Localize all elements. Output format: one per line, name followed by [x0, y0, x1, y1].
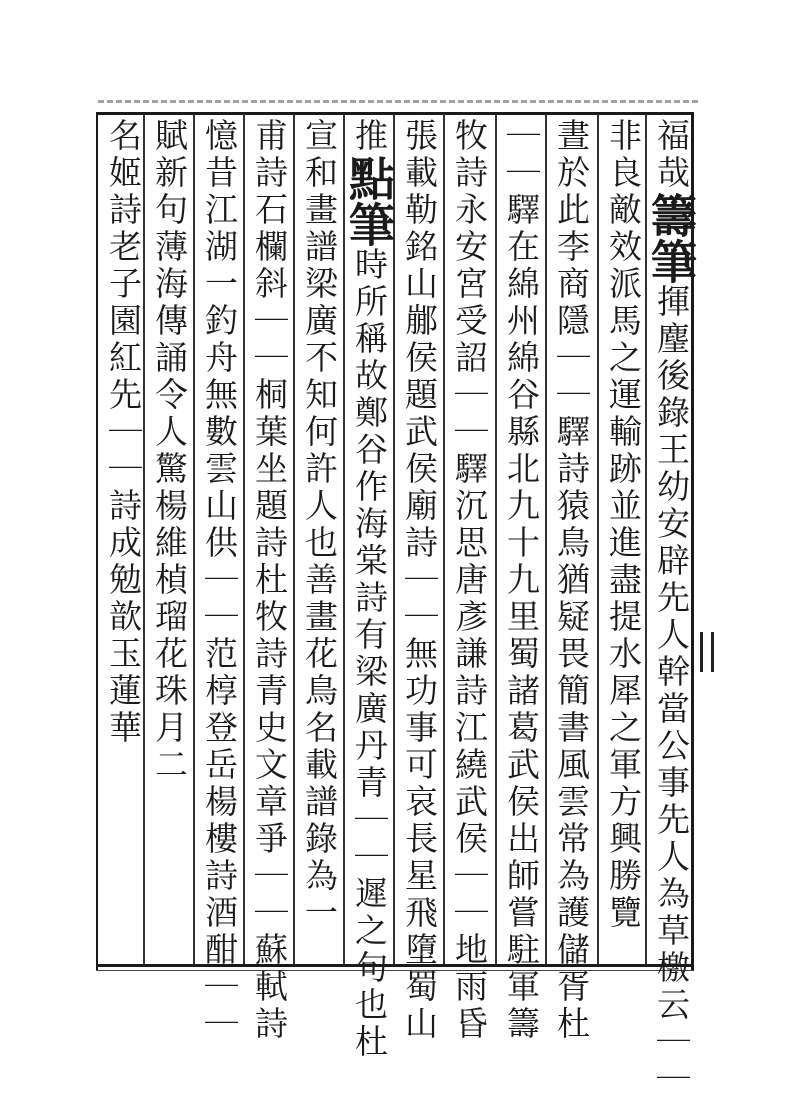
column-text: 賦新句薄海傳誦令人驚楊維楨瑠花珠月二 — [150, 118, 189, 784]
text-column-6 — [395, 118, 443, 1043]
text-column-4 — [497, 118, 545, 1043]
column-text: 甫詩石欄斜｜｜桐葉坐題詩杜牧詩青史文章爭｜｜蘇軾詩 — [250, 118, 289, 1043]
text-column-2 — [599, 118, 647, 958]
text-column-7 — [342, 118, 396, 1061]
column-text: 晝於此李商隱｜｜驛詩猿鳥猶疑畏簡書風雲常為護儲胥杜 — [552, 118, 591, 1043]
frame-top-border — [96, 112, 694, 115]
column-text: 憶昔江湖一釣舟無數雲山供｜｜范椁登岳楊樓詩酒酣｜｜ — [200, 118, 239, 1043]
text-column-1 — [644, 118, 698, 1098]
column-text: 宣和畫譜梁廣不知何許人也善畫花鳥名載譜錄為一 — [300, 118, 339, 932]
text-column-3 — [547, 118, 595, 1043]
text-column-5 — [445, 118, 493, 1043]
section-heading: 籌筆 — [644, 192, 698, 284]
top-margin-mark — [98, 100, 698, 109]
column-text: 福哉 — [652, 118, 691, 192]
text-column-8 — [295, 118, 343, 958]
column-text: 揮麈後錄王幼安辟先人幹當公事先人為草檄云｜｜ — [652, 284, 691, 1098]
column-text: 張載勒銘山䣙侯題武侯廟詩｜｜無功事可哀長星飛墮蜀山 — [400, 118, 439, 1043]
column-text: ｜｜驛在綿州綿谷縣北九十九里蜀諸葛武侯出師嘗駐軍籌 — [502, 118, 541, 1043]
frame-left-border — [96, 112, 98, 970]
fold-mark — [700, 632, 714, 672]
column-text: 牧詩永安宮受詔｜｜驛沉思唐彥謙詩江繞武侯｜｜地雨昏 — [450, 118, 489, 1043]
column-text: 推 — [350, 118, 389, 155]
column-text: 名姬詩老子園紅先｜｜詩成勉歆玉蓮華 — [104, 118, 143, 747]
frame-bottom-border — [96, 964, 694, 967]
frame-bottom-border-inner — [96, 970, 694, 971]
text-column-10 — [195, 118, 243, 1043]
text-column-9 — [245, 118, 293, 1043]
column-text: 非良敵效派馬之運輸跡並進盡提水犀之軍方興勝覽 — [604, 118, 643, 932]
text-column-12 — [99, 118, 147, 958]
column-text: 時所稱故鄭谷作海棠詩有梁廣丹青｜｜遲之句也杜 — [350, 247, 389, 1061]
text-column-11 — [145, 118, 193, 958]
section-heading: 點筆 — [342, 155, 396, 247]
